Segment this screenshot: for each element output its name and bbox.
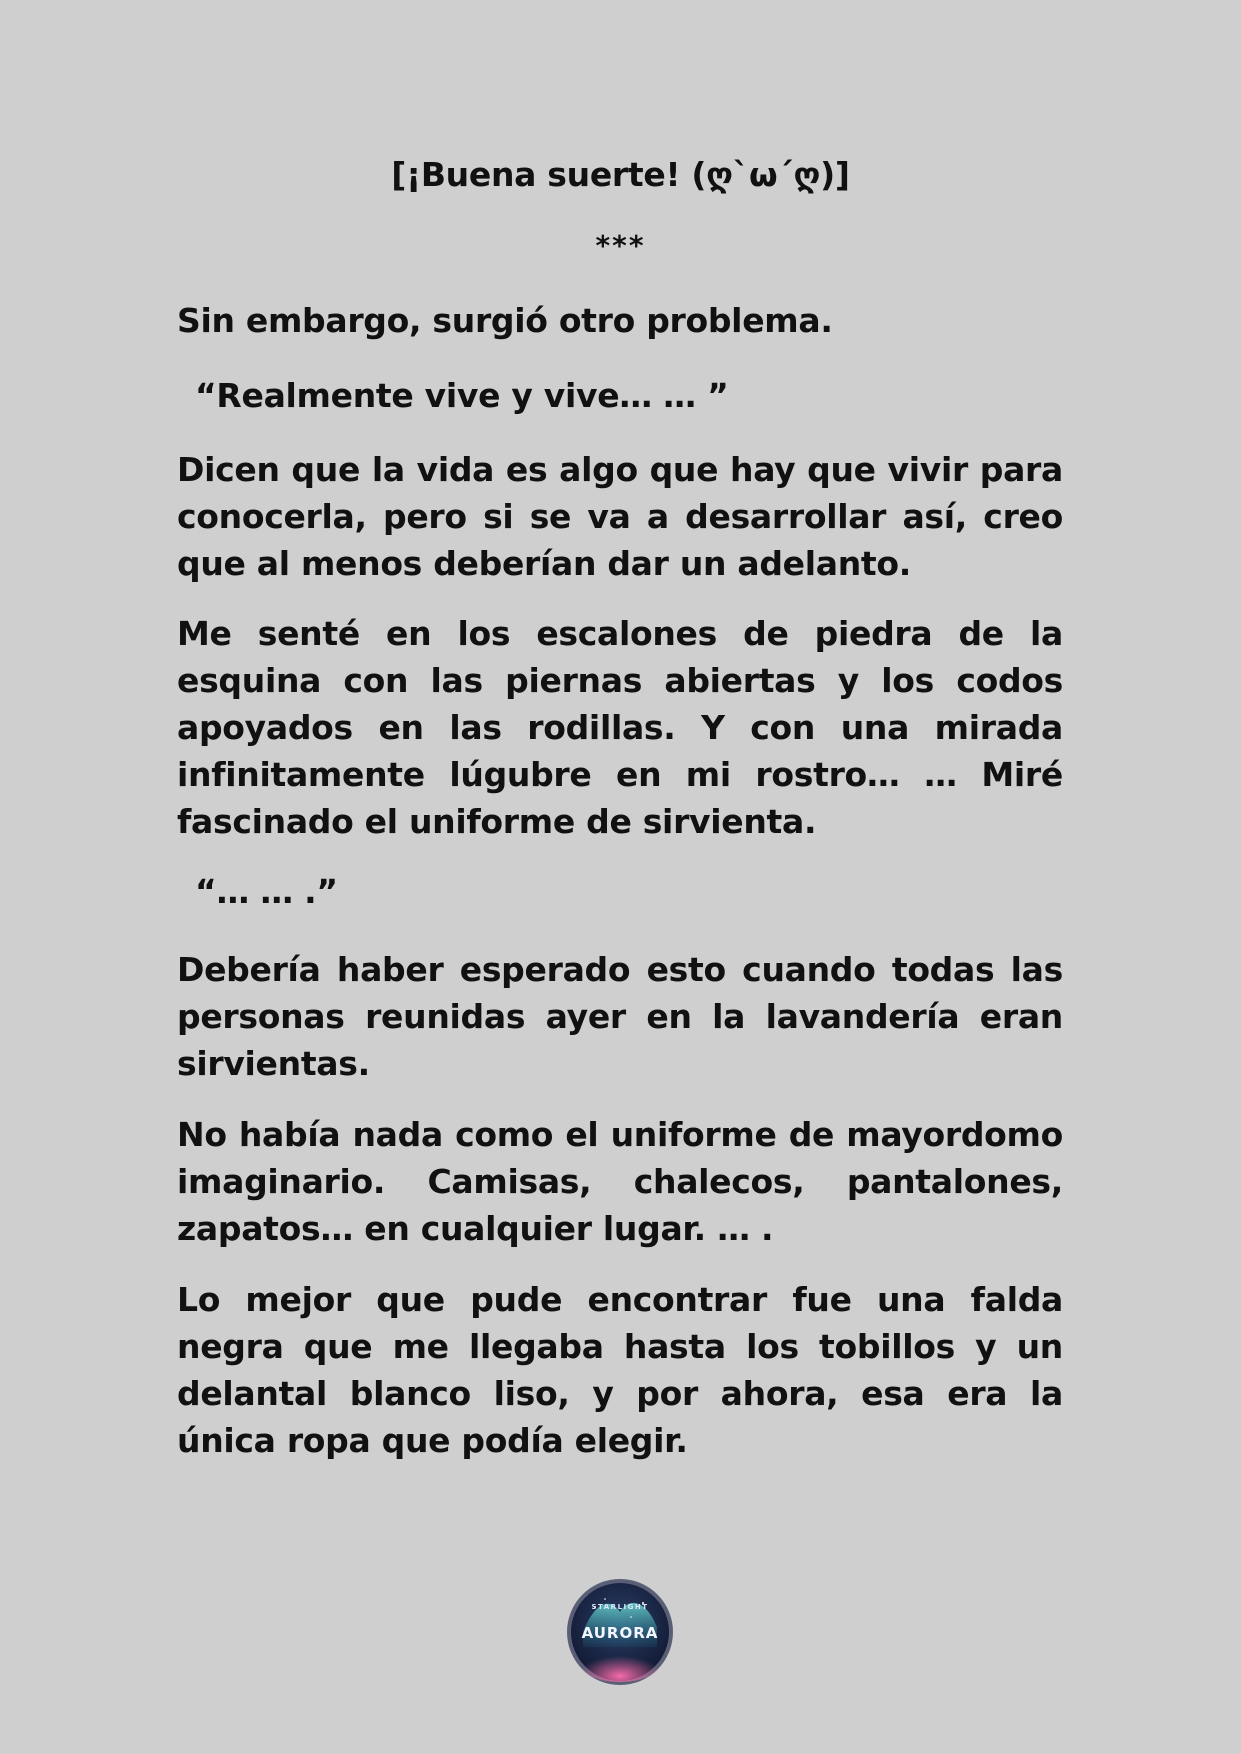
aurora-logo <box>565 1577 675 1687</box>
logo-top-text: STARLIGHT <box>591 1603 649 1611</box>
scene-separator: *** <box>595 229 646 262</box>
logo-name: AURORA <box>581 1624 659 1642</box>
paragraph-5: No había nada como el uniforme de mayordomo imaginario. Camisas, chalecos, pantalones, zapatos… en cualquier lugar. … . <box>177 1115 1063 1248</box>
dialogue-1: “Realmente vive y vive… … ” <box>195 376 729 415</box>
paragraph-3: Me senté en los escalones de piedra de la esquina con las piernas abiertas y los codos apoyados en las rodillas. Y con una mirada infinitamente lúgubre en mi rostro… … Miré fascinado el uniforme de sirvienta. <box>177 614 1063 841</box>
dialogue-2: “… … .” <box>195 872 338 911</box>
paragraph-2: Dicen que la vida es algo que hay que vivir para conocerla, pero si se va a desarrollar así, creo que al menos deberían dar un adelanto. <box>177 450 1063 583</box>
paragraph-4: Debería haber esperado esto cuando todas las personas reunidas ayer en la lavandería eran sirvientas. <box>177 950 1063 1083</box>
paragraph-1: Sin embargo, surgió otro problema. <box>177 301 833 340</box>
section-heading: [¡Buena suerte! (ღ`ω´ღ)] <box>391 155 850 194</box>
paragraph-6: Lo mejor que pude encontrar fue una falda negra que me llegaba hasta los tobillos y un delantal blanco liso, y por ahora, esa era la única ropa que podía elegir. <box>177 1280 1063 1460</box>
